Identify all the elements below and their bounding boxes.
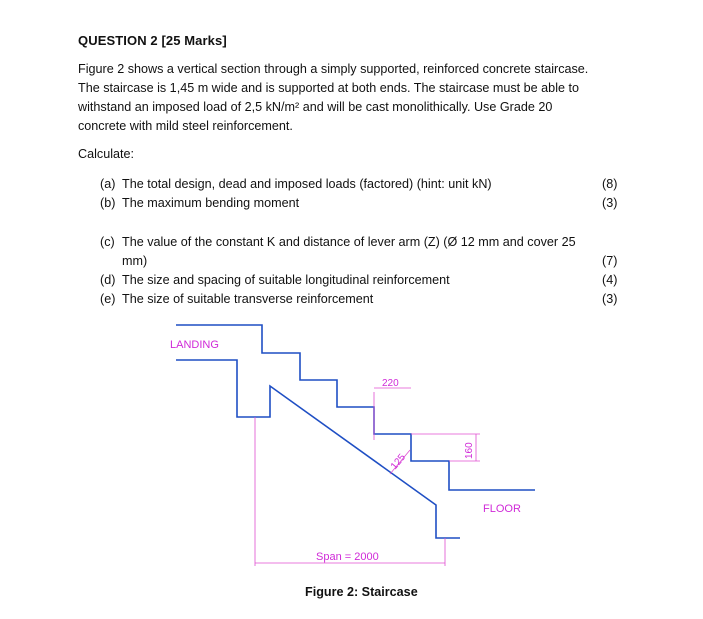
riser-dimension-label: 160 (464, 442, 475, 459)
part-marks: (7) (602, 254, 618, 268)
dimension-lines (255, 388, 480, 566)
part-label: (c) (100, 235, 115, 249)
part-marks: (3) (602, 196, 618, 210)
intro-line: concrete with mild steel reinforcement. (78, 119, 293, 133)
question-heading: QUESTION 2 [25 Marks] (78, 33, 227, 48)
waist-dimension-label: 125 (388, 452, 409, 472)
tread-dimension-label: 220 (382, 378, 399, 389)
part-text: The maximum bending moment (122, 196, 300, 210)
staircase-soffit-profile (176, 360, 460, 538)
part-label: (a) (100, 177, 116, 191)
calculate-label: Calculate: (78, 147, 135, 161)
floor-label: FLOOR (483, 503, 521, 515)
staircase-outline (176, 325, 535, 538)
part-text: The total design, dead and imposed loads (factored) (hint: unit kN) (122, 177, 492, 191)
staircase-top-profile (176, 325, 535, 490)
part-label: (d) (100, 273, 116, 287)
part-label: (e) (100, 292, 116, 306)
part-text: mm) (122, 254, 148, 268)
intro-line: The staircase is 1,45 m wide and is supported at both ends. The staircase must be able to (78, 81, 579, 95)
part-text: The value of the constant K and distance of lever arm (Z) (Ø 12 mm and cover 25 (122, 235, 576, 249)
part-label: (b) (100, 196, 116, 210)
part-marks: (8) (602, 177, 618, 191)
figure-caption: Figure 2: Staircase (305, 585, 418, 599)
part-text: The size of suitable transverse reinforcement (122, 292, 374, 306)
intro-line: withstand an imposed load of 2,5 kN/m² and will be cast monolithically. Use Grade 20 (78, 100, 553, 114)
landing-label: LANDING (170, 339, 219, 351)
part-marks: (3) (602, 292, 618, 306)
span-dimension-label: Span = 2000 (316, 551, 379, 563)
part-text: The size and spacing of suitable longitudinal reinforcement (122, 273, 450, 287)
intro-line: Figure 2 shows a vertical section through a simply supported, reinforced concrete staircase. (78, 62, 589, 76)
part-marks: (4) (602, 273, 618, 287)
